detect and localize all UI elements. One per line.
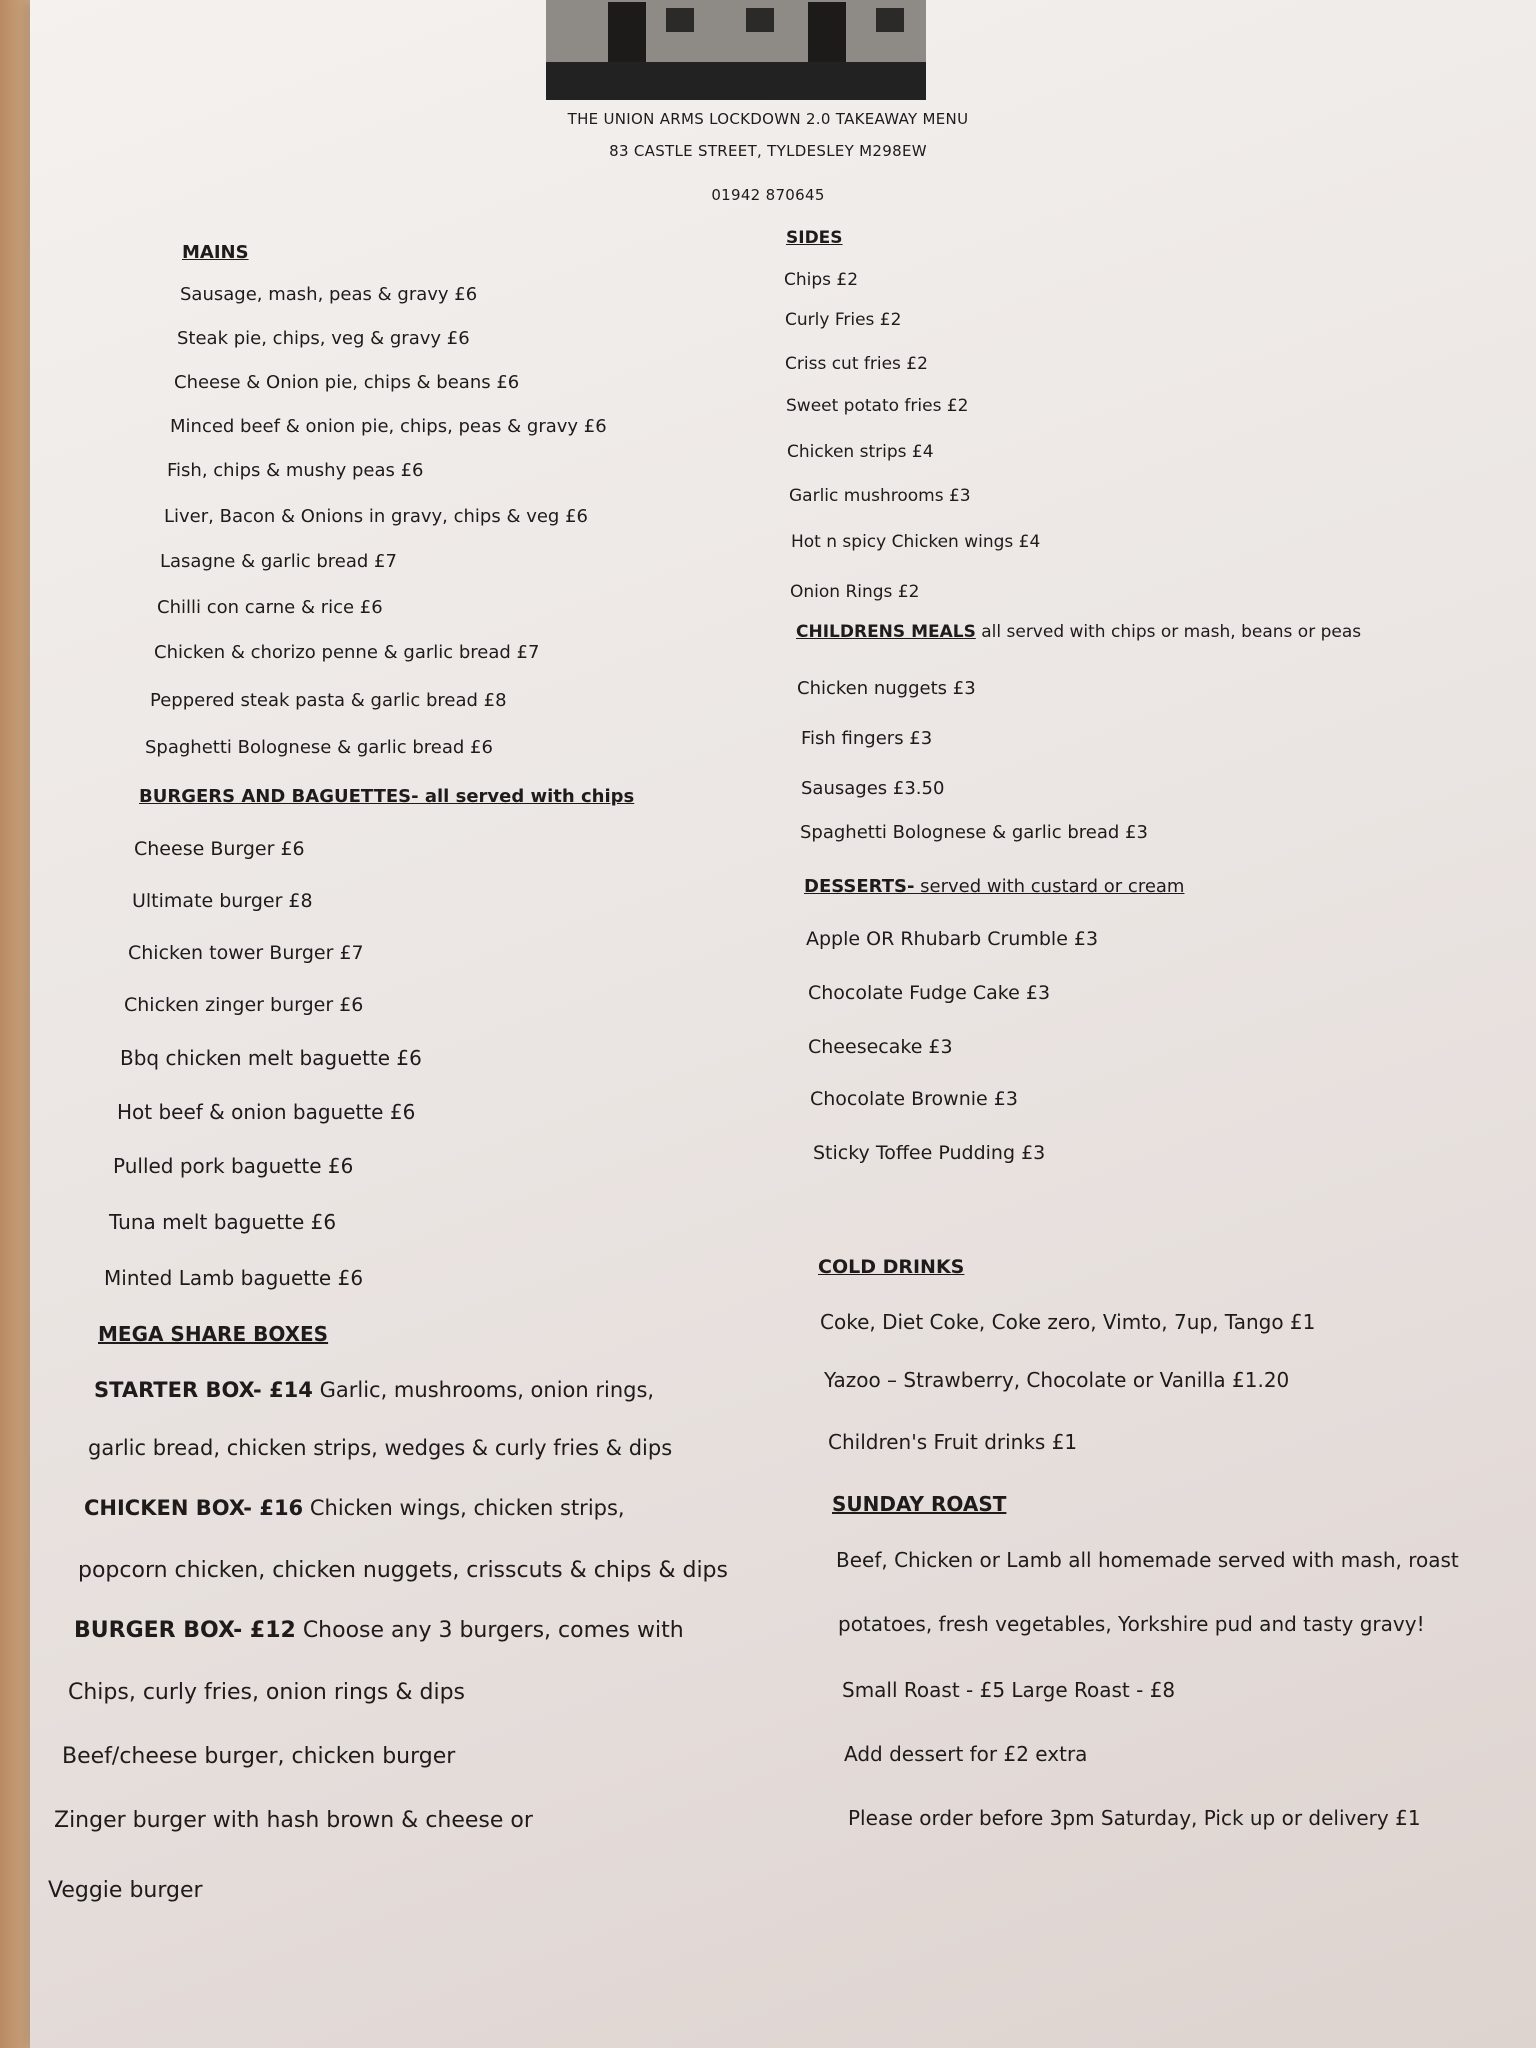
sides-item: Hot n spicy Chicken wings £4 bbox=[791, 532, 1041, 552]
burgers-item: Hot beef & onion baguette £6 bbox=[117, 1100, 416, 1124]
mains-item: Minced beef & onion pie, chips, peas & gravy £6 bbox=[170, 416, 607, 437]
burger-box-title: BURGER BOX- £12 bbox=[74, 1618, 296, 1643]
sides-item: Onion Rings £2 bbox=[790, 582, 920, 602]
starter-box bbox=[94, 1378, 654, 1402]
drinks-item: Coke, Diet Coke, Coke zero, Vimto, 7up, Tango £1 bbox=[820, 1310, 1316, 1334]
mains-item: Peppered steak pasta & garlic bread £8 bbox=[150, 690, 507, 711]
roast-line: Beef, Chicken or Lamb all homemade served with mash, roast bbox=[836, 1548, 1459, 1572]
menu-title: THE UNION ARMS LOCKDOWN 2.0 TAKEAWAY MENU bbox=[567, 110, 969, 128]
desserts-item: Chocolate Brownie £3 bbox=[810, 1088, 1018, 1110]
roast-line: Small Roast - £5 Large Roast - £8 bbox=[842, 1678, 1176, 1702]
desserts-heading-row bbox=[804, 876, 1184, 897]
chicken-box-title: CHICKEN BOX- £16 bbox=[84, 1496, 304, 1520]
drinks-item: Children's Fruit drinks £1 bbox=[828, 1430, 1078, 1454]
childrens-heading: CHILDRENS MEALS bbox=[796, 622, 976, 642]
burger-box-line: Chips, curly fries, onion rings & dips bbox=[68, 1680, 466, 1705]
desserts-item: Chocolate Fudge Cake £3 bbox=[808, 982, 1051, 1004]
desserts-note: served with custard or cream bbox=[914, 876, 1185, 897]
burgers-heading: BURGERS AND BAGUETTES- all served with chips bbox=[139, 786, 635, 807]
desserts-heading: DESSERTS- bbox=[804, 876, 915, 897]
burgers-item: Cheese Burger £6 bbox=[134, 838, 305, 860]
childrens-item: Spaghetti Bolognese & garlic bread £3 bbox=[800, 822, 1148, 843]
burger-box-desc: Choose any 3 burgers, comes with bbox=[295, 1618, 684, 1643]
mains-item: Cheese & Onion pie, chips & beans £6 bbox=[174, 372, 520, 393]
mains-item: Liver, Bacon & Onions in gravy, chips & veg £6 bbox=[164, 506, 588, 527]
sides-item: Curly Fries £2 bbox=[785, 310, 902, 330]
sides-item: Criss cut fries £2 bbox=[785, 354, 928, 374]
roast-line: potatoes, fresh vegetables, Yorkshire pud and tasty gravy! bbox=[838, 1612, 1425, 1636]
desserts-item: Sticky Toffee Pudding £3 bbox=[813, 1142, 1046, 1164]
pub-photo bbox=[546, 0, 926, 100]
burger-box-line: Beef/cheese burger, chicken burger bbox=[62, 1744, 456, 1769]
mains-heading: MAINS bbox=[182, 242, 249, 263]
menu-address: 83 CASTLE STREET, TYLDESLEY M298EW bbox=[609, 142, 927, 160]
pub-door bbox=[808, 2, 846, 62]
menu-paper bbox=[30, 0, 1536, 2048]
pub-window bbox=[666, 8, 694, 32]
mains-item: Sausage, mash, peas & gravy £6 bbox=[180, 284, 478, 305]
pub-wall bbox=[546, 0, 926, 62]
chicken-box-desc: Chicken wings, chicken strips, bbox=[303, 1496, 625, 1520]
pub-window bbox=[746, 8, 774, 32]
drinks-item: Yazoo – Strawberry, Chocolate or Vanilla £1.20 bbox=[824, 1368, 1290, 1392]
mega-heading: MEGA SHARE BOXES bbox=[98, 1322, 329, 1346]
burgers-item: Pulled pork baguette £6 bbox=[113, 1154, 354, 1178]
burgers-item: Chicken zinger burger £6 bbox=[124, 994, 364, 1016]
starter-box-desc: Garlic, mushrooms, onion rings, bbox=[312, 1378, 655, 1402]
sides-heading: SIDES bbox=[786, 228, 843, 248]
mains-item: Lasagne & garlic bread £7 bbox=[160, 551, 397, 572]
childrens-note: all served with chips or mash, beans or peas bbox=[975, 622, 1362, 642]
sides-item: Sweet potato fries £2 bbox=[786, 396, 969, 416]
mains-item: Chicken & chorizo penne & garlic bread £7 bbox=[154, 642, 540, 663]
drinks-heading: COLD DRINKS bbox=[818, 1256, 965, 1278]
chicken-box-desc-cont: popcorn chicken, chicken nuggets, crisscuts & chips & dips bbox=[78, 1558, 728, 1583]
childrens-item: Chicken nuggets £3 bbox=[797, 678, 976, 699]
starter-box-desc-cont: garlic bread, chicken strips, wedges & curly fries & dips bbox=[88, 1436, 673, 1460]
burger-box bbox=[74, 1618, 684, 1643]
burgers-item: Chicken tower Burger £7 bbox=[128, 942, 364, 964]
mains-item: Fish, chips & mushy peas £6 bbox=[167, 460, 424, 481]
burger-box-line: Zinger burger with hash brown & cheese or bbox=[54, 1808, 533, 1833]
desserts-item: Apple OR Rhubarb Crumble £3 bbox=[806, 928, 1099, 950]
roast-line: Add dessert for £2 extra bbox=[844, 1742, 1088, 1766]
sides-item: Chicken strips £4 bbox=[787, 442, 934, 462]
burgers-item: Tuna melt baguette £6 bbox=[109, 1210, 337, 1234]
menu-phone: 01942 870645 bbox=[711, 186, 825, 204]
pub-pavement bbox=[546, 62, 926, 100]
burger-box-line: Veggie burger bbox=[48, 1878, 203, 1903]
burgers-item: Bbq chicken melt baguette £6 bbox=[120, 1046, 422, 1070]
pub-window bbox=[876, 8, 904, 32]
mains-item: Spaghetti Bolognese & garlic bread £6 bbox=[145, 737, 493, 758]
sides-item: Chips £2 bbox=[784, 270, 859, 290]
burgers-item: Ultimate burger £8 bbox=[132, 890, 313, 912]
starter-box-title: STARTER BOX- £14 bbox=[94, 1378, 313, 1402]
roast-line: Please order before 3pm Saturday, Pick up or delivery £1 bbox=[848, 1806, 1421, 1830]
childrens-item: Sausages £3.50 bbox=[801, 778, 945, 799]
sides-item: Garlic mushrooms £3 bbox=[789, 486, 971, 506]
childrens-item: Fish fingers £3 bbox=[801, 728, 933, 749]
mains-item: Steak pie, chips, veg & gravy £6 bbox=[177, 328, 470, 349]
burgers-item: Minted Lamb baguette £6 bbox=[104, 1266, 364, 1290]
chicken-box bbox=[84, 1496, 625, 1520]
childrens-heading-row bbox=[796, 622, 1361, 642]
desserts-item: Cheesecake £3 bbox=[808, 1036, 953, 1058]
pub-door bbox=[608, 2, 646, 62]
mains-item: Chilli con carne & rice £6 bbox=[157, 597, 383, 618]
roast-heading: SUNDAY ROAST bbox=[832, 1492, 1007, 1516]
